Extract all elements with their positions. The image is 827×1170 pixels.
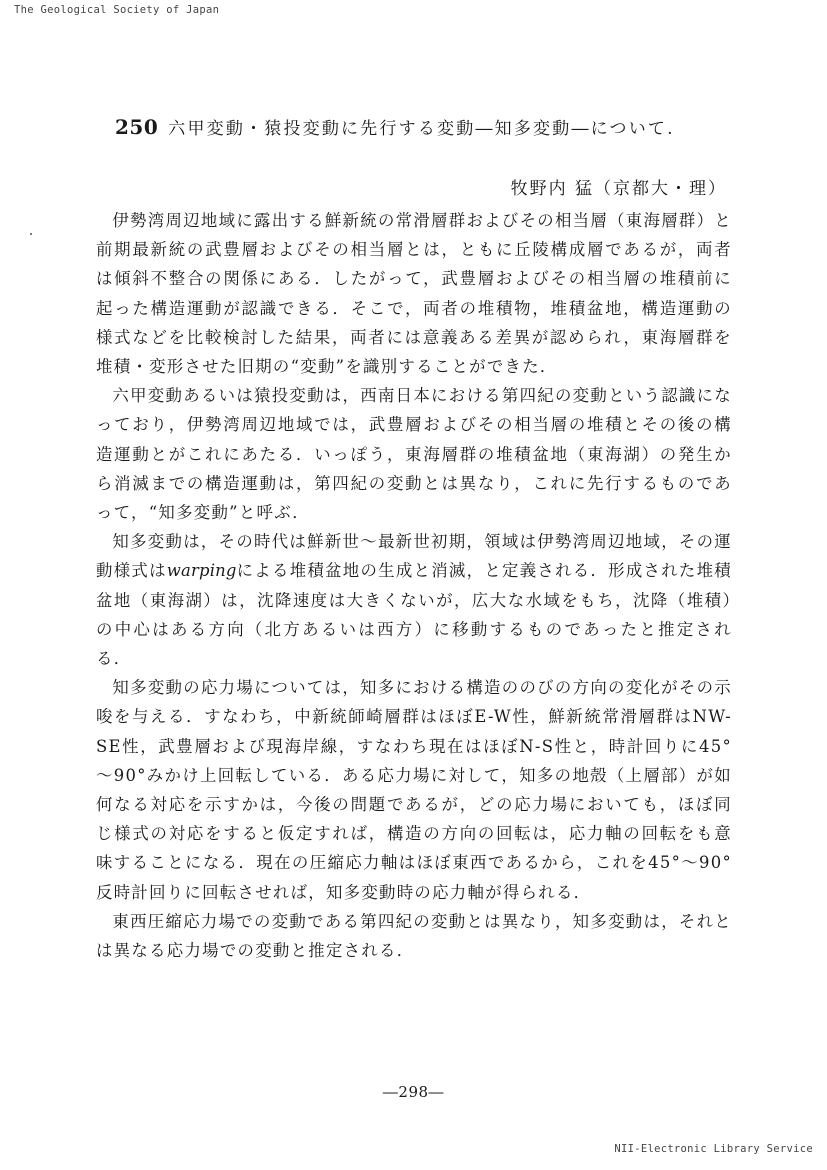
paragraph-2: 六甲変動あるいは猿投変動は，西南日本における第四紀の変動という認識になっており，伊勢湾周辺地域では，武豊層およびその相当層の堆積とその後の構造運動とがこれにあたる．いっぽう，東海層群の堆積盆地（東海湖）の発生から消滅までの構造運動は，第四紀の変動とは異なり，これに先行するものであって，“知多変動”と呼ぶ． bbox=[96, 386, 732, 523]
paragraph-3-part-2: による堆積盆地の生成と消滅，と定義される．形成された堆積盆地（東海湖）は，沈降速度は大きくないが，広大な水域をもち，沈降（堆積）の中心はある方向（北方あるいは西方）に移動するものであったと推定される． bbox=[96, 561, 732, 669]
margin-mark bbox=[30, 233, 32, 235]
page-number: ―298― bbox=[382, 1083, 445, 1101]
paragraph-3 bbox=[96, 527, 732, 673]
society-header: The Geological Society of Japan bbox=[14, 4, 220, 16]
paragraph-3-part-1: 知多変動は，その時代は鮮新世～最新世初期，領域は伊勢湾周辺地域，その運動様式は bbox=[96, 532, 732, 581]
italic-term-warping: warping bbox=[166, 561, 237, 581]
article-title: 六甲変動・猿投変動に先行する変動―知多変動―について. bbox=[168, 119, 675, 139]
article-body bbox=[96, 206, 732, 965]
paragraph-4: 知多変動の応力場については，知多における構造ののびの方向の変化がその示唆を与える．すなわち，中新統師崎層群はほぼE-W性，鮮新統常滑層群はNW-SE性，武豊層および現海岸線，すなわち現在はほぼN-S性と，時計回りに45°～90°みかけ上回転している．ある応力場に対して，知多の地殻（上層部）が如何なる対応を示すかは，今後の問題であるが，どの応力場においても，ほぼ同じ様式の対応をすると仮定すれば，構造の方向の回転は，応力軸の回転をも意味することになる．現在の圧縮応力軸はほぼ東西であるから，これを45°～90°反時計回りに回転させれば，知多変動時の応力軸が得られる． bbox=[96, 678, 732, 902]
paragraph-1: 伊勢湾周辺地域に露出する鮮新統の常滑層群およびその相当層（東海層群）と前期最新統の武豊層およびその相当層とは，ともに丘陵構成層であるが，両者は傾斜不整合の関係にある．したがって，武豊層およびその相当層の堆積前に起った構造運動が認識できる．そこで，両者の堆積物，堆積盆地，構造運動の様式などを比較検討した結果，両者には意義ある差異が認められ，東海層群を堆積・変形させた旧期の“変動”を識別することができた． bbox=[96, 211, 732, 377]
article-author: 牧野内 猛（京都大・理） bbox=[510, 179, 727, 199]
library-service-footer: NII-Electronic Library Service bbox=[614, 1143, 813, 1155]
article-title-row bbox=[115, 114, 755, 139]
article-number: 250 bbox=[115, 115, 159, 139]
paragraph-5: 東西圧縮応力場での変動である第四紀の変動とは異なり，知多変動は，それとは異なる応力場での変動と推定される． bbox=[96, 911, 732, 961]
